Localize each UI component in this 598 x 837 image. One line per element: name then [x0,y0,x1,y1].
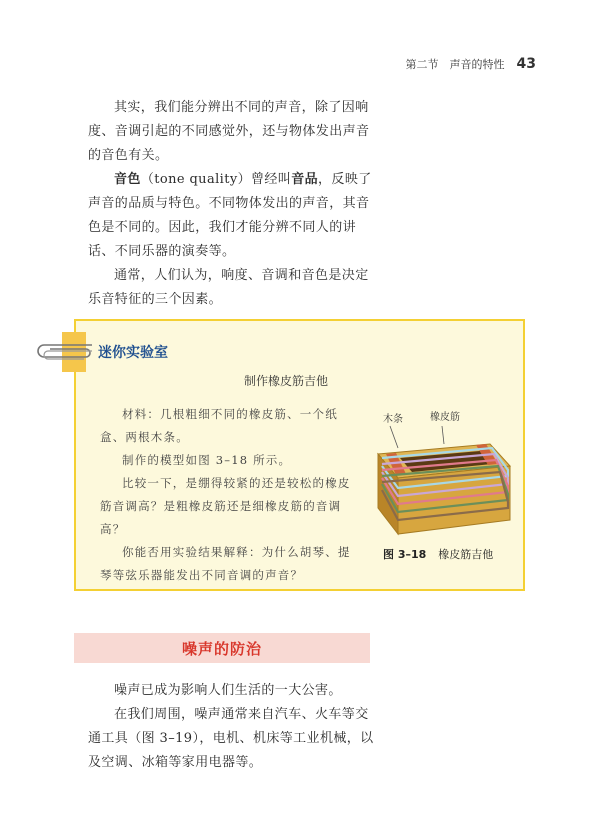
lab-subtitle: 制作橡皮筋吉他 [244,374,329,388]
paragraph-timbre-definition [88,168,380,264]
lab-compare-question: 比较一下，是绷得较紧的还是较松的橡皮筋音调高？是粗橡皮筋还是细橡皮筋的音调高？ [100,476,351,536]
lab-materials: 材料：几根粗细不同的橡皮筋、一个纸盒、两根木条。 [100,407,338,444]
lab-explain-question: 你能否用实验结果解释：为什么胡琴、提琴等弦乐器能发出不同音调的声音？ [100,545,351,582]
lab-model: 制作的模型如图 3–18 所示。 [122,453,292,467]
paragraph-timbre-intro: 其实，我们能分辨出不同的声音，除了因响度、音调引起的不同感觉外，还与物体发出声音的音色有关。 [88,100,370,163]
label-rubber-band: 橡皮筋 [430,412,460,423]
term-yinpin: 音品 [291,172,319,187]
paragraph-three-factors: 通常，人们认为，响度、音调和音色是决定乐音特征的三个因素。 [88,268,369,307]
figure-number: 图 3–18 [383,548,427,561]
lab-title: 迷你实验室 [98,345,168,361]
rubber-band-guitar-illustration [360,414,520,544]
noise-section-banner [74,633,370,663]
paragraph-noise-intro: 噪声已成为影响人们生活的一大公害。 [114,683,342,698]
figure-title: 橡皮筋吉他 [438,548,494,561]
label-wood-strip: 木条 [383,414,403,425]
paperclip-icon [34,337,94,365]
running-head [406,56,536,72]
term-english: （tone quality）曾经叫 [140,172,292,187]
term-timbre: 音色 [114,172,141,187]
figure-caption [383,546,493,562]
noise-section-title: 噪声的防治 [181,639,262,658]
section-title: 第二节 声音的特性 [405,58,505,71]
paragraph-noise-sources: 在我们周围，噪声通常来自汽车、火车等交通工具（图 3–19），电机、机床等工业机械，以及空调、冰箱等家用电器等。 [88,707,374,770]
page-number: 43 [516,56,536,72]
definition-text: ，反映了声音的品质与特色。不同物体发出的声音，其音色是不同的。因此，我们才能分辨不同人的讲话、不同乐器的演奏等。 [88,172,372,259]
